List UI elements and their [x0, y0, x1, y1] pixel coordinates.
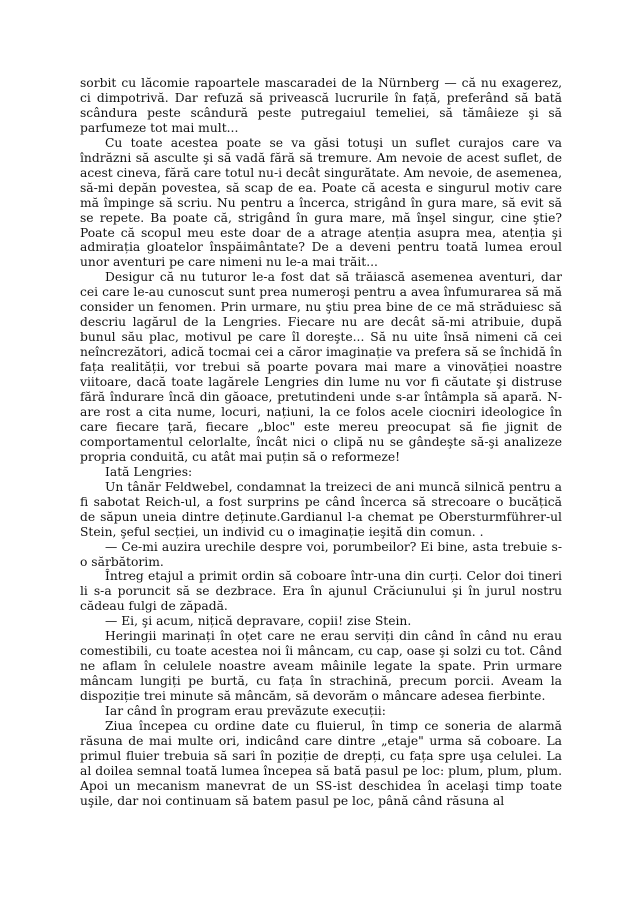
paragraph-10: Iar când în program erau prevăzute execuții:: [105, 704, 386, 719]
book-page: [80, 76, 562, 809]
paragraph-3: Desigur că nu tuturor le-a fost dat să trăiască asemenea aventuri, dar cei care le-au cunoscut sunt prea numeroşi pentru a avea înfumurarea să mă consider un fenomen. Prin urmare, nu ştiu prea bine de ce mă străduiesc să descriu lagărul de la Lengries. Fiecare nu are decât să-mi atribuie, după bunul său plac, motivul pe care îl doreşte... Să nu uite însă nimeni că cei neîncrezători, adică tocmai cei a căror imaginație va prefera să se închidă în fața realității, vor trebui să poarte povara mai mare a vinovăției noastre viitoare, dacă toate lagărele Lengries din lume nu vor fi căutate şi distruse fără îndurare încă din găoace, pretutindeni unde s-ar întâmpla să apară. N-are rost a cita nume, locuri, națiuni, la ce folos acele ciocniri ideologice în care fiecare țară, fiecare „bloc" este mereu preocupat să fie jignit de comportamentul celorlalte, încât nici o clipă nu se gândeşte să-şi analizeze propria conduită, cu atât mai puțin să o reformeze!: [80, 270, 562, 464]
paragraph-1: sorbit cu lăcomie rapoartele mascaradei de la Nürnberg — că nu exagerez, ci dimpotrivă. Dar refuză să privească lucrurile în față, preferând să bată scândura peste scândură peste putregaiul temeliei, să tămâieze şi să parfumeze tot mai mult...: [80, 76, 562, 135]
paragraph-11: Ziua începea cu ordine date cu fluierul, în timp ce soneria de alarmă răsuna de mai multe ori, indicând care dintre „etaje" urma să coboare. La primul fluier trebuia să sari în poziție de drepți, cu fața spre uşa celulei. La al doilea semnal toată lumea începea să bată pasul pe loc: plum, plum, plum. Apoi un mecanism manevrat de un SS-ist deschidea în acelaşi timp toate uşile, dar noi continuam să batem pasul pe loc, până când răsuna al: [80, 718, 562, 808]
paragraph-9: Heringii marinați în oțet care ne erau serviți din când în când nu erau comestibili, cu toate acestea noi îi mâncam, cu cap, oase şi solzi cu tot. Când ne aflam în celulele noastre aveam mâinile legate la spate. Prin urmare mâncam lungiți pe burtă, cu fața în strachină, precum porcii. Aveam la dispoziție trei minute să mâncăm, să devorăm o mâncare adesea fierbinte.: [80, 629, 562, 704]
paragraph-8: — Ei, şi acum, nițică depravare, copii! zise Stein.: [105, 614, 412, 629]
paragraph-7: Întreg etajul a primit ordin să coboare într-una din curți. Celor doi tineri li s-a poruncit să se dezbrace. Era în ajunul Crăciunului şi în jurul nostru cădeau fulgi de zăpadă.: [80, 569, 562, 614]
paragraph-5: Un tânăr Feldwebel, condamnat la treizeci de ani muncă silnică pentru a fi sabotat Reich-ul, a fost surprins pe când încerca să strecoare o bucățică de săpun uneia dintre deținute.Gardianul l-a chemat pe Obersturmführer-ul Stein, şeful secției, un individ cu o imaginație ieşită din comun. .: [80, 479, 562, 539]
paragraph-6: — Ce-mi auzira urechile despre voi, porumbeilor? Ei bine, asta trebuie s-o sărbătorim.: [80, 539, 562, 569]
paragraph-4: Iată Lengries:: [105, 464, 193, 479]
paragraph-2: Cu toate acestea poate se va găsi totuşi un suflet curajos care va îndrăzni să asculte şi să vadă fără să tremure. Am nevoie de acest suflet, de acest cineva, fără care totul nu-i decât singurătate. Am nevoie, de asemenea, să-mi depăn povestea, să scap de ea. Poate că acesta e singurul motiv care mă împinge să scriu. Nu pentru a încerca, strigând în gura mare, să evit să se repete. Ba poate că, strigând în gura mare, mă înşel singur, cine ştie? Poate că scopul meu este doar de a atrage atenția asupra mea, atenția şi admirația gloatelor înspăimântate? De a deveni pentru toată lumea eroul unor aventuri pe care nimeni nu le-a mai trăit...: [80, 135, 563, 270]
